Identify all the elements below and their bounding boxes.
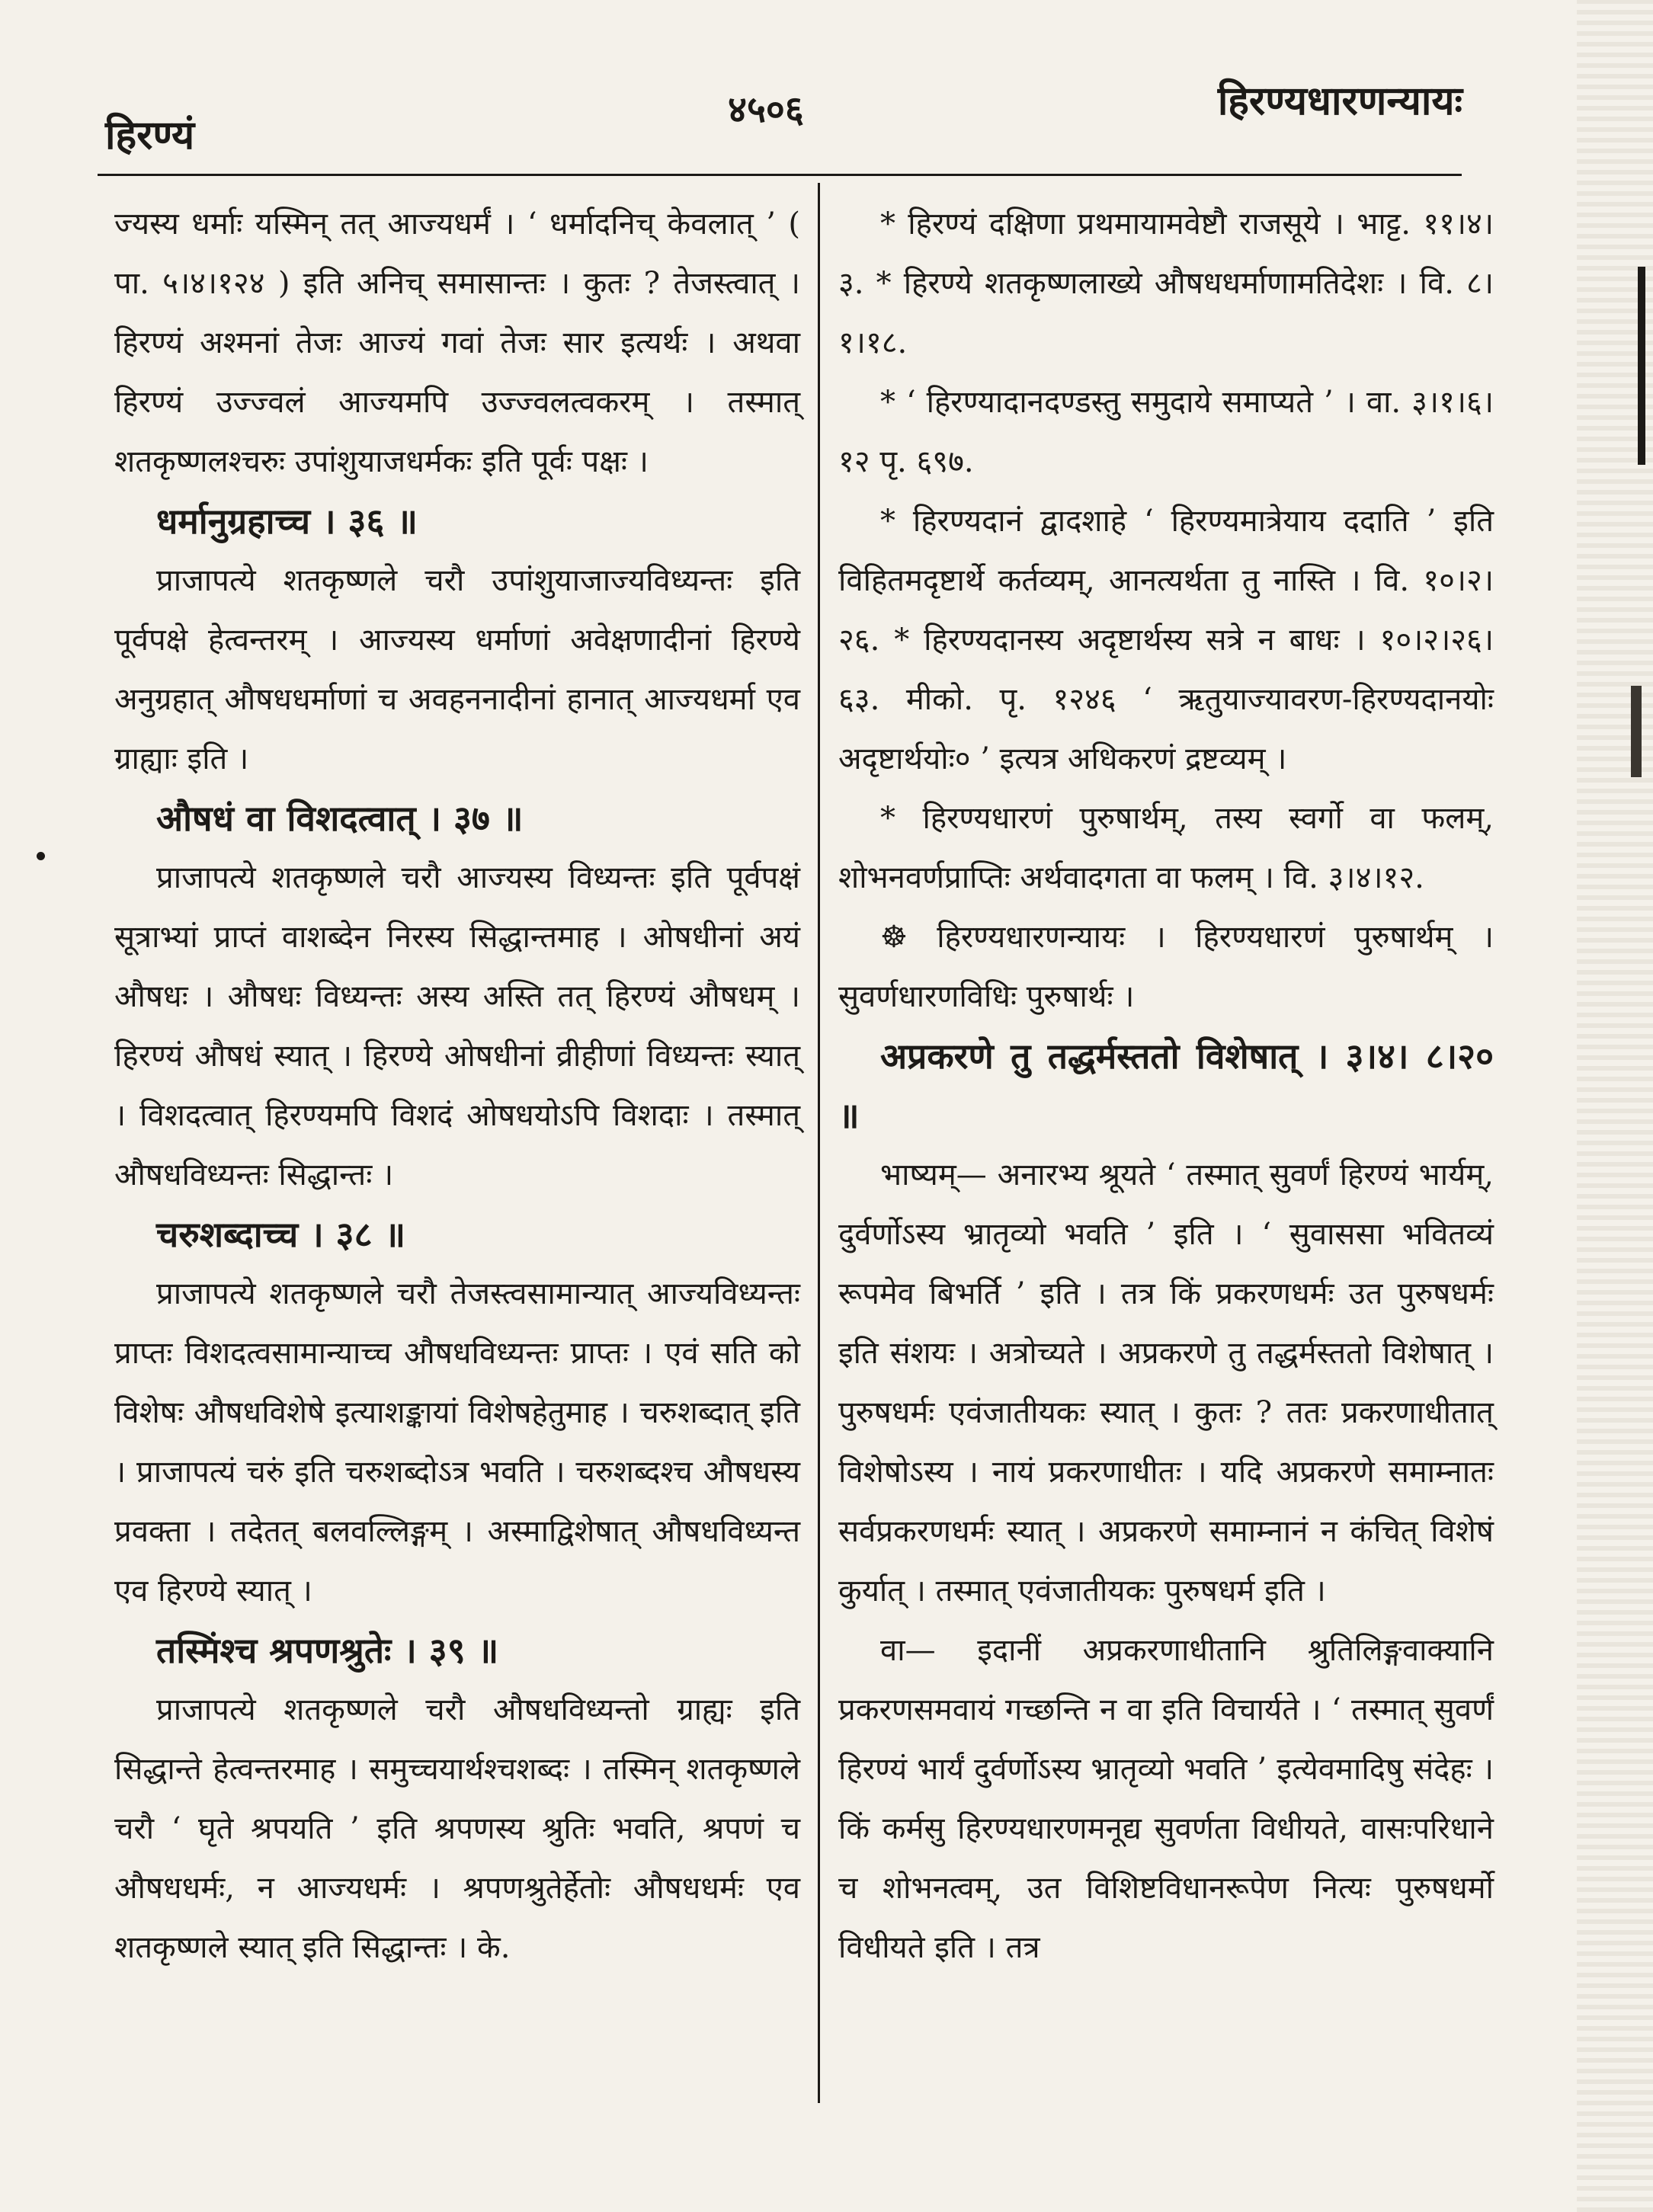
column-rule (818, 183, 820, 2103)
paragraph: प्राजापत्ये शतकृष्णले चरौ उपांशुयाजाज्यविध्यन्तः इति पूर्वपक्षे हेत्वन्तरम् । आज्यस्य धर्माणां अवेक्षणादीनां हिरण्ये अनुग्रहात् औषधधर्माणां च अवहननादीनां हानात् आज्यधर्मा एव ग्राह्याः इति । (114, 563, 800, 776)
running-head-right: हिरण्यधारणन्यायः (1217, 78, 1462, 124)
running-head-left: हिरण्यं (105, 112, 195, 158)
paragraph: प्राजापत्ये शतकृष्णले चरौ औषधविध्यन्तो ग्राह्यः इति सिद्धान्ते हेत्वन्तरमाह । समुच्चयार्थश्चशब्दः । तस्मिन् शतकृष्णले चरौ ‘ घृते श्रपयति ’ इति श्रपणस्य श्रुतिः भवति, श्रपणं च औषधधर्मः, न आज्यधर्मः । श्रपणश्रुतेर्हेतोः औषधधर्मः एव शतकृष्णले स्यात् इति सिद्धान्तः । के. (114, 1692, 800, 1965)
page-number: ४५०६ (728, 88, 804, 131)
header-rule (98, 174, 1462, 176)
sutra-heading: औषधं वा विशदत्वात् । ३७ ॥ (156, 798, 524, 839)
entry-paragraph: * हिरण्यधारणं पुरुषार्थम्, तस्य स्वर्गो वा फलम्, शोभनवर्णप्राप्तिः अर्थवादगता वा फलम् । वि. ३।४।१२. (838, 801, 1494, 895)
paragraph: प्राजापत्ये शतकृष्णले चरौ आज्यस्य विध्यन्तः इति पूर्वपक्षं सूत्राभ्यां प्राप्तं वाशब्देन निरस्य सिद्धान्तमाह । ओषधीनां अयं औषधः । औषधः विध्यन्तः अस्य अस्ति तत् हिरण्यं औषधम् । हिरण्यं औषधं स्यात् । हिरण्ये ओषधीनां व्रीहीणां विध्यन्तः स्यात् । विशदत्वात् हिरण्यमपि विशदं ओषधयोऽपि विशदाः । तस्मात् औषधविध्यन्तः सिद्धान्तः । (114, 860, 800, 1192)
left-column (114, 194, 800, 1977)
entry-paragraph: * हिरण्यं दक्षिणा प्रथमायामवेष्टौ राजसूये । भाट्ट. ११।४।३. * हिरण्ये शतकृष्णलाख्ये औषधधर्माणामतिदेशः । वि. ८।१।१८. (838, 206, 1494, 360)
entry-paragraph: * हिरण्यदानं द्वादशाहे ‘ हिरण्यमात्रेयाय ददाति ’ इति विहितमदृष्टार्थे कर्तव्यम्, आनत्यर्थता तु नास्ति । वि. १०।२।२६. * हिरण्यदानस्य अदृष्टार्थस्य सत्रे न बाधः । १०।२।२६।६३. मीको. पृ. १२४६ ‘ ऋतुयाज्यावरण-हिरण्यदानयोः अदृष्टार्थयोः० ’ इत्यत्र अधिकरणं द्रष्टव्यम् । (838, 504, 1494, 776)
entry-paragraph: * ‘ हिरण्यादानदण्डस्तु समुदाये समाप्यते ’ । वा. ३।१।६।१२ पृ. ६९७. (838, 385, 1494, 479)
sutra-heading: धर्मानुग्रहाच्च । ३६ ॥ (156, 501, 418, 542)
paragraph: प्राजापत्ये शतकृष्णले चरौ तेजस्त्वसामान्यात् आज्यविध्यन्तः प्राप्तः विशदत्वसामान्याच्च औषधविध्यन्तः प्राप्तः । एवं सति को विशेषः औषधविशेषे इत्याशङ्कायां विशेषहेतुमाह । चरुशब्दात् इति । प्राजापत्यं चरुं इति चरुशब्दोऽत्र भवति । चरुशब्दश्च औषधस्य प्रवक्ता । तदेतत् बलवल्लिङ्गम् । अस्माद्विशेषात् औषधविध्यन्त एव हिरण्ये स्यात् । (114, 1276, 800, 1609)
page-edge-mark (1638, 267, 1645, 465)
sutra-heading: चरुशब्दाच्च । ३८ ॥ (156, 1214, 406, 1255)
sutra-heading: अप्रकरणे तु तद्धर्मस्ततो विशेषात् । ३।४। ८।२० ॥ (838, 1036, 1494, 1136)
right-column (838, 194, 1494, 1977)
sutra-heading: तस्मिंश्च श्रपणश्रुतेः । ३९ ॥ (156, 1630, 499, 1671)
margin-dot (37, 852, 45, 860)
paragraph: ज्यस्य धर्माः यस्मिन् तत् आज्यधर्मं । ‘ धर्मादनिच् केवलात् ’ ( पा. ५।४।१२४ ) इति अनिच् समासान्तः । कुतः ? तेजस्त्वात् । हिरण्यं अश्मनां तेजः आज्यं गवां तेजः सार इत्यर्थः । अथवा हिरण्यं उज्ज्वलं आज्यमपि उज्ज्वलत्वकरम् । तस्मात् शतकृष्णलश्चरुः उपांशुयाजधर्मकः इति पूर्वः पक्षः । (114, 206, 800, 479)
page-edge-mark-lower (1631, 686, 1642, 777)
bhashya-paragraph: भाष्यम्— अनारभ्य श्रूयते ‘ तस्मात् सुवर्णं हिरण्यं भार्यम्, दुर्वर्णोऽस्य भ्रातृव्यो भवति ’ इति । ‘ सुवाससा भवितव्यं रूपमेव बिभर्ति ’ इति । तत्र किं प्रकरणधर्मः उत पुरुषधर्मः इति संशयः । अत्रोच्यते । अप्रकरणे तु तद्धर्मस्ततो विशेषात् । पुरुषधर्मः एवंजातीयकः स्यात् । कुतः ? ततः प्रकरणाधीतात् विशेषोऽस्य । नायं प्रकरणाधीतः । यदि अप्रकरणे समाम्नातः सर्वप्रकरणधर्मः स्यात् । अप्रकरणे समाम्नानं न कंचित् विशेषं कुर्यात् । तस्मात् एवंजातीयकः पुरुषधर्म इति । (838, 1157, 1494, 1609)
vartika-paragraph: वा— इदानीं अप्रकरणाधीतानि श्रुतिलिङ्गवाक्यानि प्रकरणसमवायं गच्छन्ति न वा इति विचार्यते । ‘ तस्मात् सुवर्णं हिरण्यं भार्यं दुर्वर्णोऽस्य भ्रातृव्यो भवति ’ इत्येवमादिषु संदेहः । किं कर्मसु हिरण्यधारणमनूद्य सुवर्णता विधीयते, वासःपरिधाने च शोभनत्वम्, उत विशिष्टविधानरूपेण नित्यः पुरुषधर्मो विधीयते इति । तत्र (838, 1633, 1494, 1965)
nyaya-entry: ☸ हिरण्यधारणन्यायः । हिरण्यधारणं पुरुषार्थम् । सुवर्णधारणविधिः पुरुषार्थः । (838, 920, 1494, 1014)
